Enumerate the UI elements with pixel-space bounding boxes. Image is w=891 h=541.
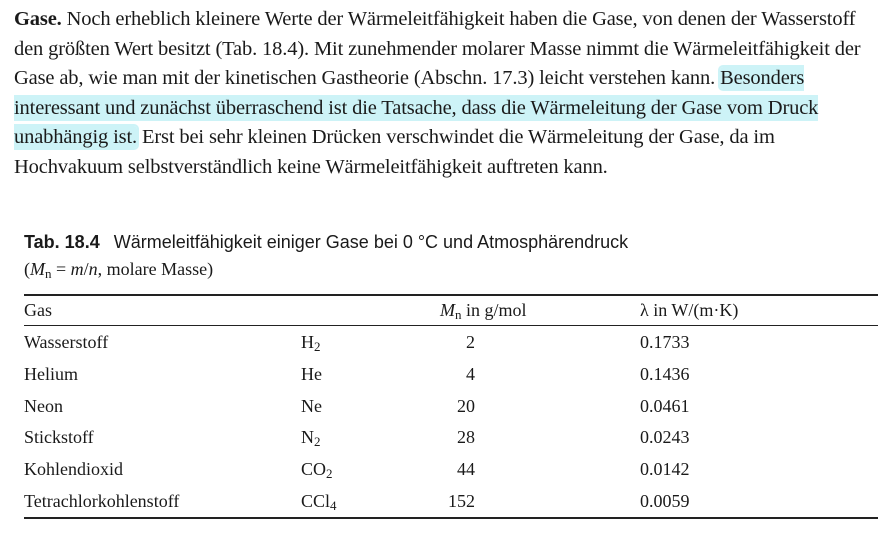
table-row	[0, 394, 891, 418]
table-row	[0, 425, 891, 449]
formula-subscript: n	[45, 266, 52, 281]
row-molar-mass: 4	[466, 364, 475, 384]
paragraph-text-before: Noch erheblich kleinere Werte der Wärmeleitfähigkeit haben die Gase, von denen der Wasserstoff den größten Wert besitzt (Tab. 18.4). Mit zunehmender molarer Masse nimmt die Wärmeleitfähigkeit der Gase ab, wie man mit der kinetischen Gastheorie (Abschn. 17.3) leicht verstehen kann.	[14, 8, 861, 89]
table-row	[0, 489, 891, 513]
row-gas-name: Stickstoff	[24, 427, 94, 447]
row-conductivity: 0.0461	[640, 396, 690, 416]
row-formula-subscript: 2	[326, 466, 333, 481]
row-conductivity: 0.1733	[640, 332, 690, 352]
row-gas-name: Helium	[24, 364, 78, 384]
row-formula	[301, 330, 321, 354]
row-conductivity: 0.0059	[640, 491, 690, 511]
row-conductivity: 0.1436	[640, 364, 690, 384]
table-top-rule	[24, 294, 878, 296]
row-gas-name: Kohlendioxid	[24, 459, 123, 479]
header-molar-mass	[440, 298, 527, 322]
formula-symbol: M	[30, 259, 45, 279]
formula-slash: /	[83, 259, 89, 279]
formula-open: (	[24, 259, 30, 279]
highlighted-sentence[interactable]: Besonders interessant und zunächst überraschend ist die Tatsache, dass die Wärmeleitung der Gase vom Druck unabhängig ist.	[14, 67, 819, 148]
header-gas: Gas	[24, 300, 52, 320]
header-mass-subscript: n	[455, 307, 462, 322]
row-molar-mass: 152	[448, 491, 475, 511]
row-molar-mass: 28	[457, 427, 475, 447]
formula-n: n	[88, 259, 98, 279]
row-formula-subscript: 4	[330, 498, 337, 513]
row-conductivity: 0.0243	[640, 427, 690, 447]
table-row	[0, 362, 891, 386]
row-formula-subscript: 2	[314, 339, 321, 354]
row-formula	[301, 425, 321, 449]
row-molar-mass: 44	[457, 459, 475, 479]
row-molar-mass: 2	[466, 332, 475, 352]
body-paragraph	[14, 5, 872, 182]
table-number: Tab. 18.4	[24, 232, 100, 252]
row-formula-symbol: CO	[301, 459, 327, 479]
row-formula-symbol: He	[301, 364, 322, 384]
formula-m: m	[70, 259, 84, 279]
row-formula	[301, 457, 333, 481]
formula-close: , molare Masse)	[97, 259, 214, 279]
table-caption	[24, 229, 628, 283]
row-formula-symbol: H	[301, 332, 314, 352]
row-formula	[301, 489, 337, 513]
table-header-rule	[24, 325, 878, 326]
formula-equals: =	[51, 259, 71, 279]
table-row	[0, 330, 891, 354]
table-title: Wärmeleitfähigkeit einiger Gase bei 0 °C und Atmosphärendruck	[113, 232, 629, 252]
header-mass-unit: in g/mol	[461, 300, 527, 320]
paragraph-lead: Gase.	[14, 8, 62, 30]
row-formula-subscript: 2	[314, 434, 321, 449]
row-conductivity: 0.0142	[640, 459, 690, 479]
row-formula-symbol: Ne	[301, 396, 322, 416]
row-formula-symbol: CCl	[301, 491, 331, 511]
row-gas-name: Tetrachlorkohlenstoff	[24, 491, 180, 511]
header-lambda: λ in W/(m·K)	[640, 300, 739, 320]
row-formula	[301, 362, 322, 386]
clipped-text-line	[30, 199, 870, 205]
paragraph-text-after: Erst bei sehr kleinen Drücken verschwindet die Wärmeleitung der Gase, da im Hochvakuum selbstverständlich keine Wärmeleitfähigkeit auftreten kann.	[14, 126, 775, 178]
table-bottom-rule	[24, 517, 878, 519]
row-gas-name: Wasserstoff	[24, 332, 109, 352]
row-molar-mass: 20	[457, 396, 475, 416]
row-gas-name: Neon	[24, 396, 63, 416]
table-caption-formula	[24, 256, 628, 283]
table-caption-line-1	[24, 229, 628, 256]
header-mass-symbol: M	[440, 300, 455, 320]
row-formula-symbol: N	[301, 427, 314, 447]
row-formula	[301, 394, 322, 418]
table-row	[0, 457, 891, 481]
